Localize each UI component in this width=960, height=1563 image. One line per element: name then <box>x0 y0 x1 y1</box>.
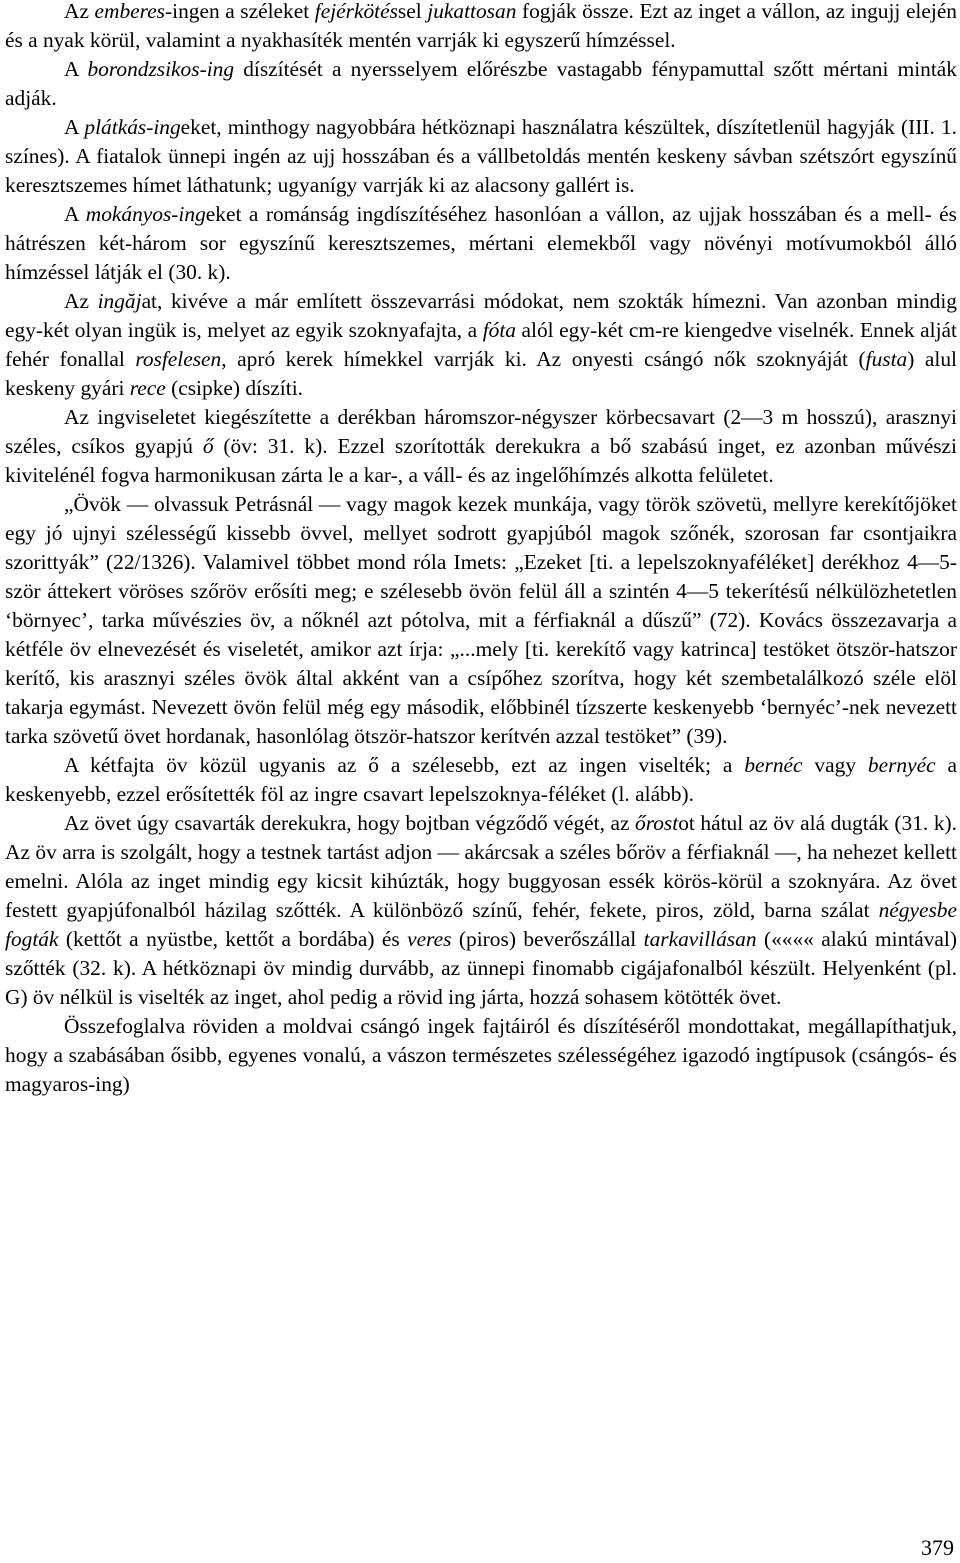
paragraph <box>5 403 957 490</box>
text-run: fogják össze. Ezt az inget a vállon, az ingujj elején és a nyak körül, valamint a nyakhasíték mentén varrják ki egyszerű hímzéssel. <box>5 0 958 52</box>
paragraph <box>5 490 957 751</box>
text-run: Az <box>64 289 98 313</box>
paragraph <box>5 200 957 287</box>
text-run: vagy <box>802 753 868 777</box>
paragraph <box>5 809 957 1012</box>
paragraph <box>5 751 957 809</box>
text-run: A <box>64 57 88 81</box>
italic-text: plátkás-ing <box>84 115 181 139</box>
text-run: (öv: 31. k). Ezzel szorították derekukra a bő szabású inget, ez azonban művészi kivitelénél fogva harmonikusan zárta le a kar-, a váll- és az ingelőhímzés alkotta felületet. <box>5 434 957 487</box>
text-run: A <box>64 202 86 226</box>
italic-text: fusta <box>865 347 908 371</box>
italic-text: veres <box>407 927 452 951</box>
text-run: , apró kerek hímekkel varrják ki. Az onyesti csángó nők szoknyáját ( <box>221 347 866 371</box>
paragraph <box>5 0 957 55</box>
text-run: eket a románság ingdíszítéséhez hasonlóan a vállon, az ujjak hosszában és a mell- és hátrészen két-három sor egyszínű keresztszemes, mértani elemekből vagy növényi motívumokból álló hímzéssel látják el (30. k). <box>5 202 957 284</box>
italic-text: rece <box>129 376 166 400</box>
italic-text: bernéc <box>744 753 803 777</box>
italic-text: ingăj <box>97 289 142 313</box>
italic-text: borondzsikos-ing <box>87 57 235 81</box>
text-run: -ingen a széleket <box>165 0 315 23</box>
text-run: a keskenyebb, ezzel erősítették föl az ingre csavart lepelszoknya-féléket (l. alább). <box>5 753 958 806</box>
italic-text: négyesbe fogták <box>5 898 957 951</box>
text-run: (csipke) díszíti. <box>165 376 303 400</box>
paragraph <box>5 287 957 403</box>
text-run: Összefoglalva röviden a moldvai csángó ingek fajtáiról és díszítéséről mondottakat, megállapíthatjuk, hogy a szabásában ősibb, egyenes vonalú, a vászon természetes szélességéhez igazodó ingtípusok (csángós- és magyaros-ing) <box>5 1014 957 1096</box>
text-run: díszítését a nyersselyem előrészbe vastagabb fénypamuttal szőtt mértani minták adják. <box>5 57 957 110</box>
italic-text: fejérkötés <box>314 0 398 23</box>
paragraph <box>5 55 957 113</box>
italic-text: fóta <box>482 318 516 342</box>
italic-text: bernyéc <box>867 753 936 777</box>
italic-text: emberes <box>94 0 166 23</box>
text-run: Az övet úgy csavarták derekukra, hogy bojtban végződő végét, az <box>64 811 635 835</box>
italic-text: őrost <box>635 811 679 835</box>
italic-text: mokányos-ing <box>85 202 206 226</box>
text-run: „Övök — olvassuk Petrásnál — vagy magok kezek munkája, vagy török szövetü, mellyre kerekítőjöket egy jó ujnyi szélességű kissebb övvel, mellyet sodrott gyapjúból magok szőnék, szorosan far csontjaikra szorittyák” (22/1326). Valamivel többet mond róla Imets: „Ezeket [ti. a lepelszoknyaféléket] derékhoz 4—5-ször áttekert vöröses szőröv erősíti meg; e szélesebb övön felül áll a szintén 4—5 tekerítésű nélkülözhetetlen ‘börnyec’, tarka művészies öv, a nőknél azt pótolva, mit a férfiaknál a dűszű” (72). Kovács összezavarja a kétféle öv elnevezését és viseletét, amikor azt írja: „...mely [ti. kerekítő vagy katrinca] testöket ötször-hatszor kerítő, kis arasznyi széles övök által akként van a csípőhez szorítva, hogy két szembetalálkozó széle elöl takarja egymást. Nevezett övön felül még egy második, előbbinél tízszerte keskenyebb ‘bernyéc’-nek nevezett tarka szövetű övet hordanak, hasonlólag ötször-hatszor kerítvén azzal testöket” (39). <box>5 492 957 748</box>
text-run: at, kivéve a már említett összevarrási módokat, nem szokták hímezni. Van azonban mindig egy-két olyan ingük is, melyet az egyik szoknyafajta, a <box>5 289 957 342</box>
text-run: A <box>64 115 85 139</box>
text-run: (piros) beverőszállal <box>451 927 644 951</box>
text-run: ot hátul az öv alá dugták (31. k). Az öv arra is szolgált, hogy a testnek tartást adjon — akárcsak a széles bőröv a férfiaknál —, ha nehezet kellett emelni. Alóla az inget mindig egy kicsit kihúzták, hogy buggyosan essék körös-körül a szoknyára. Az övet festett gyapjúfonalból házilag szőtték. A különböző színű, fehér, fekete, piros, zöld, barna szálat <box>5 811 957 922</box>
italic-text: jukattosan <box>427 0 517 23</box>
paragraph <box>5 1012 957 1099</box>
text-run: (kettőt a nyüstbe, kettőt a bordába) és <box>58 927 408 951</box>
paragraph <box>5 113 957 200</box>
text-run: ) alul keskeny gyári <box>5 347 957 400</box>
text-run: Az <box>64 0 95 23</box>
text-run: sel <box>397 0 428 23</box>
text-run: («««« alakú mintával) szőtték (32. k). A hétköznapi öv mindig durvább, az ünnepi finomabb cigájafonalból készült. Helyenként (pl. G) öv nélkül is viselték az inget, ahol pedig a rövid ing járta, hozzá sohasem kötötték övet. <box>5 927 957 1009</box>
text-run: A kétfajta öv közül ugyanis az ő a szélesebb, ezt az ingen viselték; a <box>64 753 745 777</box>
page-number: 379 <box>921 1535 954 1560</box>
text-run: alól egy-két cm-re kiengedve viselnék. Ennek alját fehér fonallal <box>5 318 957 371</box>
text-run: Az ingviseletet kiegészítette a derékban háromszor-négyszer körbecsavart (2—3 m hosszú), arasznyi széles, csíkos gyapjú <box>5 405 957 458</box>
italic-text: tarkavillásan <box>643 927 757 951</box>
text-run: eket, minthogy nagyobbára hétköznapi használatra készültek, díszítetlenül hagyják (III. 1. színes). A fiatalok ünnepi ingén az ujj hosszában és a vállbetoldás mentén keskeny sávban szétszórt egyszínű keresztszemes hímet láthatunk; ugyanígy varrják ki az alacsony gallért is. <box>5 115 957 197</box>
page-body <box>5 0 957 1099</box>
italic-text: ő <box>202 434 214 458</box>
italic-text: rosfelesen <box>135 347 222 371</box>
